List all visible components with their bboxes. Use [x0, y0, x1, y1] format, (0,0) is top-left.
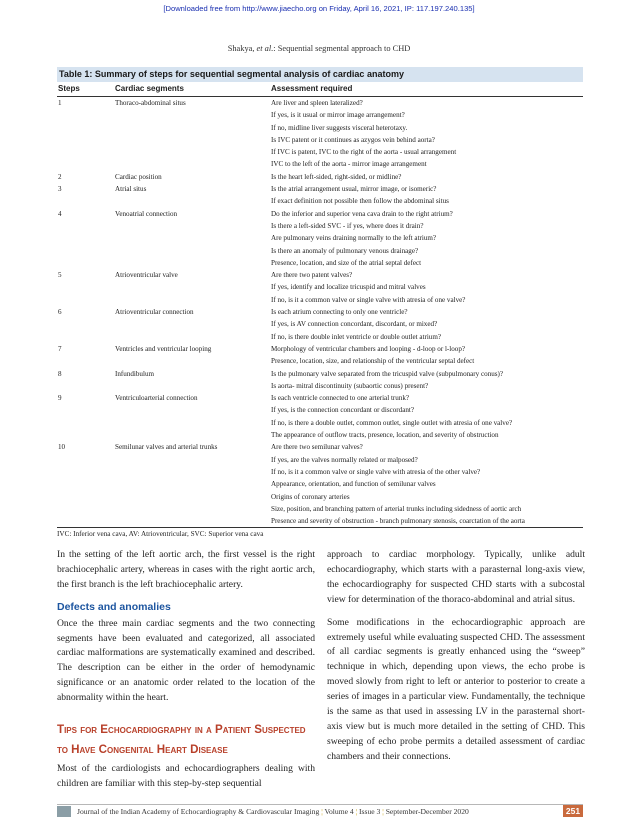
cell-cardiac-segment: Atrioventricular connection [115, 308, 194, 317]
page-number: 251 [563, 805, 583, 817]
footer-color-block [57, 806, 71, 817]
footer-separator: ¦ [355, 807, 358, 816]
table-row [57, 318, 583, 330]
table-body [57, 97, 583, 528]
table-footnote: IVC: Inferior vena cava, AV: Atrioventricular, SVC: Superior vena cava [57, 530, 264, 539]
cell-assessment: If yes, identify and localize tricuspid and mitral valves [271, 283, 426, 292]
heading-tips-for-echocardiography: Tips for Echocardiography in a Patient Suspected to Have Congenital Heart Disease [57, 723, 306, 757]
table-row [57, 429, 583, 441]
left-paragraph-3: Most of the cardiologists and echocardiographers dealing with children are familiar with this step-by-step sequential [57, 763, 315, 789]
left-column [57, 548, 315, 792]
cell-cardiac-segment: Venoatrial connection [115, 209, 178, 218]
cell-step: 3 [58, 185, 62, 194]
table-row [57, 441, 583, 453]
cell-assessment: Do the inferior and superior vena cava drain to the right atrium? [271, 209, 453, 218]
header-steps: Steps [58, 84, 80, 93]
cell-step: 1 [58, 99, 62, 107]
table-row [57, 343, 583, 355]
running-head-title: : Sequential segmental approach to CHD [273, 44, 411, 53]
left-paragraph-2: Once the three main cardiac segments and the two connecting segments have been evaluated and categorized, all associated cardiac malformations are systematically examined and described. The description can be either in the order of hemodynamic significance or an anatomic order related to the location of the abnormality within the heart. [57, 617, 315, 704]
running-head-etal: et al. [256, 44, 274, 53]
table-row [57, 245, 583, 257]
footer-journal-info [77, 806, 469, 817]
cell-assessment: Is the pulmonary valve separated from the tricuspid valve (subpulmonary conus)? [271, 369, 504, 378]
cell-assessment: Size, position, and branching pattern of arterial trunks including sidedness of aortic arch [271, 504, 522, 513]
table-row [57, 146, 583, 158]
footer-separator: ¦ [382, 807, 384, 816]
table-row [57, 404, 583, 416]
footer-volume: Volume 4 [324, 807, 354, 816]
left-paragraph-1: In the setting of the left aortic arch, the first vessel is the right brachiocephalic artery, whereas in cases with the right aortic arch, the first branch is the left brachiocephalic artery. [57, 549, 315, 590]
cell-assessment: If yes, is the connection concordant or discordant? [271, 406, 415, 415]
cell-assessment: Origins of coronary arteries [271, 492, 350, 501]
cell-step: 4 [58, 209, 62, 218]
table-row [57, 355, 583, 367]
cell-assessment: Presence, location, size, and relationship of the ventricular septal defect [271, 357, 475, 366]
cell-assessment: If yes, is it usual or mirror image arrangement? [271, 111, 405, 120]
table-row [57, 281, 583, 293]
table-header-row [57, 82, 583, 97]
cell-assessment: Is there an anomaly of pulmonary venous drainage? [271, 246, 419, 255]
cell-assessment: If no, is there double inlet ventricle or double outlet atrium? [271, 332, 442, 341]
cell-assessment: IVC to the left of the aorta - mirror image arrangement [271, 160, 427, 169]
cell-assessment: Is each atrium connecting to only one ventricle? [271, 308, 408, 317]
cell-assessment: If no, is there a double outlet, common outlet, single outlet with atresia of one valve? [271, 418, 513, 427]
cell-assessment: Is the heart left-sided, right-sided, or midline? [271, 172, 402, 181]
table-title: Table 1: Summary of steps for sequential segmental analysis of cardiac anatomy [57, 67, 583, 82]
running-head [0, 44, 638, 53]
cell-cardiac-segment: Atrioventricular valve [115, 271, 178, 280]
heading-defects-and-anomalies: Defects and anomalies [57, 600, 171, 613]
table-row [57, 257, 583, 269]
cell-cardiac-segment: Atrial situs [115, 185, 147, 194]
cell-assessment: Presence, location, and size of the atrial septal defect [271, 258, 422, 267]
cell-assessment: If no, is it a common valve or single valve with atresia of the other valve? [271, 467, 481, 476]
cell-assessment: If no, midline liver suggests visceral heterotaxy. [271, 123, 408, 132]
table-row [57, 503, 583, 515]
cell-assessment: Appearance, orientation, and function of semilunar valves [271, 480, 436, 489]
table-row [57, 109, 583, 121]
cell-step: 5 [58, 271, 62, 280]
table-row [57, 208, 583, 220]
cell-step: 9 [58, 394, 62, 403]
cell-assessment: If yes, are the valves normally related or malposed? [271, 455, 418, 464]
cell-assessment: If IVC is patent, IVC to the right of the aorta - usual arrangement [271, 148, 457, 157]
cell-assessment: Presence and severity of obstruction - branch pulmonary stenosis, coarctation of the aorta [271, 517, 525, 526]
cell-assessment: Is there a left-sided SVC - if yes, where does it drain? [271, 221, 424, 230]
table-row [57, 417, 583, 429]
page-footer [57, 804, 583, 817]
cell-step: 2 [58, 172, 62, 181]
table-row [57, 294, 583, 306]
cell-step: 6 [58, 308, 62, 317]
download-banner: [Downloaded free from http://www.jiaecho.org on Friday, April 16, 2021, IP: 117.197.240.135] [163, 4, 475, 13]
cell-assessment: Are liver and spleen lateralized? [271, 99, 363, 107]
table-row [57, 380, 583, 392]
cell-assessment: Are there two patent valves? [271, 271, 353, 280]
table-row [57, 122, 583, 134]
table-row [57, 269, 583, 281]
cell-cardiac-segment: Semilunar valves and arterial trunks [115, 443, 218, 452]
cell-assessment: Is the atrial arrangement usual, mirror image, or isomeric? [271, 185, 437, 194]
cell-assessment: The appearance of outflow tracts, presence, location, and severity of obstruction [271, 431, 499, 440]
cell-cardiac-segment: Infundibulum [115, 369, 155, 378]
cell-assessment: If exact definition not possible then follow the abdominal situs [271, 197, 449, 206]
table-row [57, 392, 583, 404]
table-row [57, 195, 583, 207]
table-row [57, 171, 583, 183]
footer-separator: ¦ [321, 807, 323, 816]
table-row [57, 478, 583, 490]
running-head-authors: Shakya, [227, 44, 255, 53]
cell-cardiac-segment: Ventriculoarterial connection [115, 394, 198, 403]
cell-assessment: Is IVC patent or it continues as azygos vein behind aorta? [271, 135, 435, 144]
right-paragraph-1: approach to cardiac morphology. Typically, unlike adult echocardiography, which starts with a parasternal long-axis view, the echocardiography for suspected CHD starts with a subcostal view for determination of the thoraco-abdominal and atrial situs. [327, 549, 585, 605]
table-row [57, 368, 583, 380]
header-assessment-required: Assessment required [271, 84, 353, 93]
cell-assessment: Are there two semilunar valves? [271, 443, 363, 452]
right-paragraph-2: Some modifications in the echocardiographic approach are extremely useful while evaluating suspected CHD. The assessment of all cardiac segments is greatly enhanced using the “sweep” technique in which, depending upon views, the echo probe is moved slowly from right to left or anterior to posterior to create a series of images in a particular view. Fundamentally, the technique is the same as that used in assessing LV in the parasternal short-axis view but is much more detailed in the setting of CHD. This sweeping of echo probe permits a detailed assessment of cardiac chambers and their connections. [327, 616, 585, 762]
table-row [57, 134, 583, 146]
cell-assessment: If no, is it a common valve or single valve with atresia of one valve? [271, 295, 466, 304]
footer-period: September-December 2020 [385, 807, 469, 816]
cell-assessment: If yes, is AV connection concordant, discordant, or mixed? [271, 320, 438, 329]
footer-issue: Issue 3 [359, 807, 381, 816]
table-row [57, 183, 583, 195]
cell-cardiac-segment: Thoraco-abdominal situs [115, 99, 186, 107]
cell-assessment: Is aorta- mitral discontinuity (subaortic conus) present? [271, 381, 429, 390]
table-row [57, 491, 583, 503]
table-row [57, 158, 583, 170]
table-row [57, 232, 583, 244]
right-column [327, 548, 585, 765]
footer-journal: Journal of the Indian Academy of Echocardiography & Cardiovascular Imaging [77, 807, 320, 816]
table-row [57, 466, 583, 478]
cell-step: 7 [58, 344, 62, 353]
cell-assessment: Is each ventricle connected to one arterial trunk? [271, 394, 410, 403]
table-row [57, 454, 583, 466]
cell-step: 10 [58, 443, 66, 452]
table-row [57, 306, 583, 318]
table-row [57, 220, 583, 232]
cell-cardiac-segment: Ventricles and ventricular looping [115, 344, 212, 353]
cell-step: 8 [58, 369, 62, 378]
cell-assessment: Morphology of ventricular chambers and looping - d-loop or l-loop? [271, 344, 466, 353]
cell-assessment: Are pulmonary veins draining normally to the left atrium? [271, 234, 437, 243]
cell-cardiac-segment: Cardiac position [115, 172, 162, 181]
header-cardiac-segments: Cardiac segments [115, 84, 184, 93]
table-row [57, 515, 583, 527]
table-row [57, 97, 583, 109]
table-row [57, 331, 583, 343]
steps-table [57, 67, 583, 538]
